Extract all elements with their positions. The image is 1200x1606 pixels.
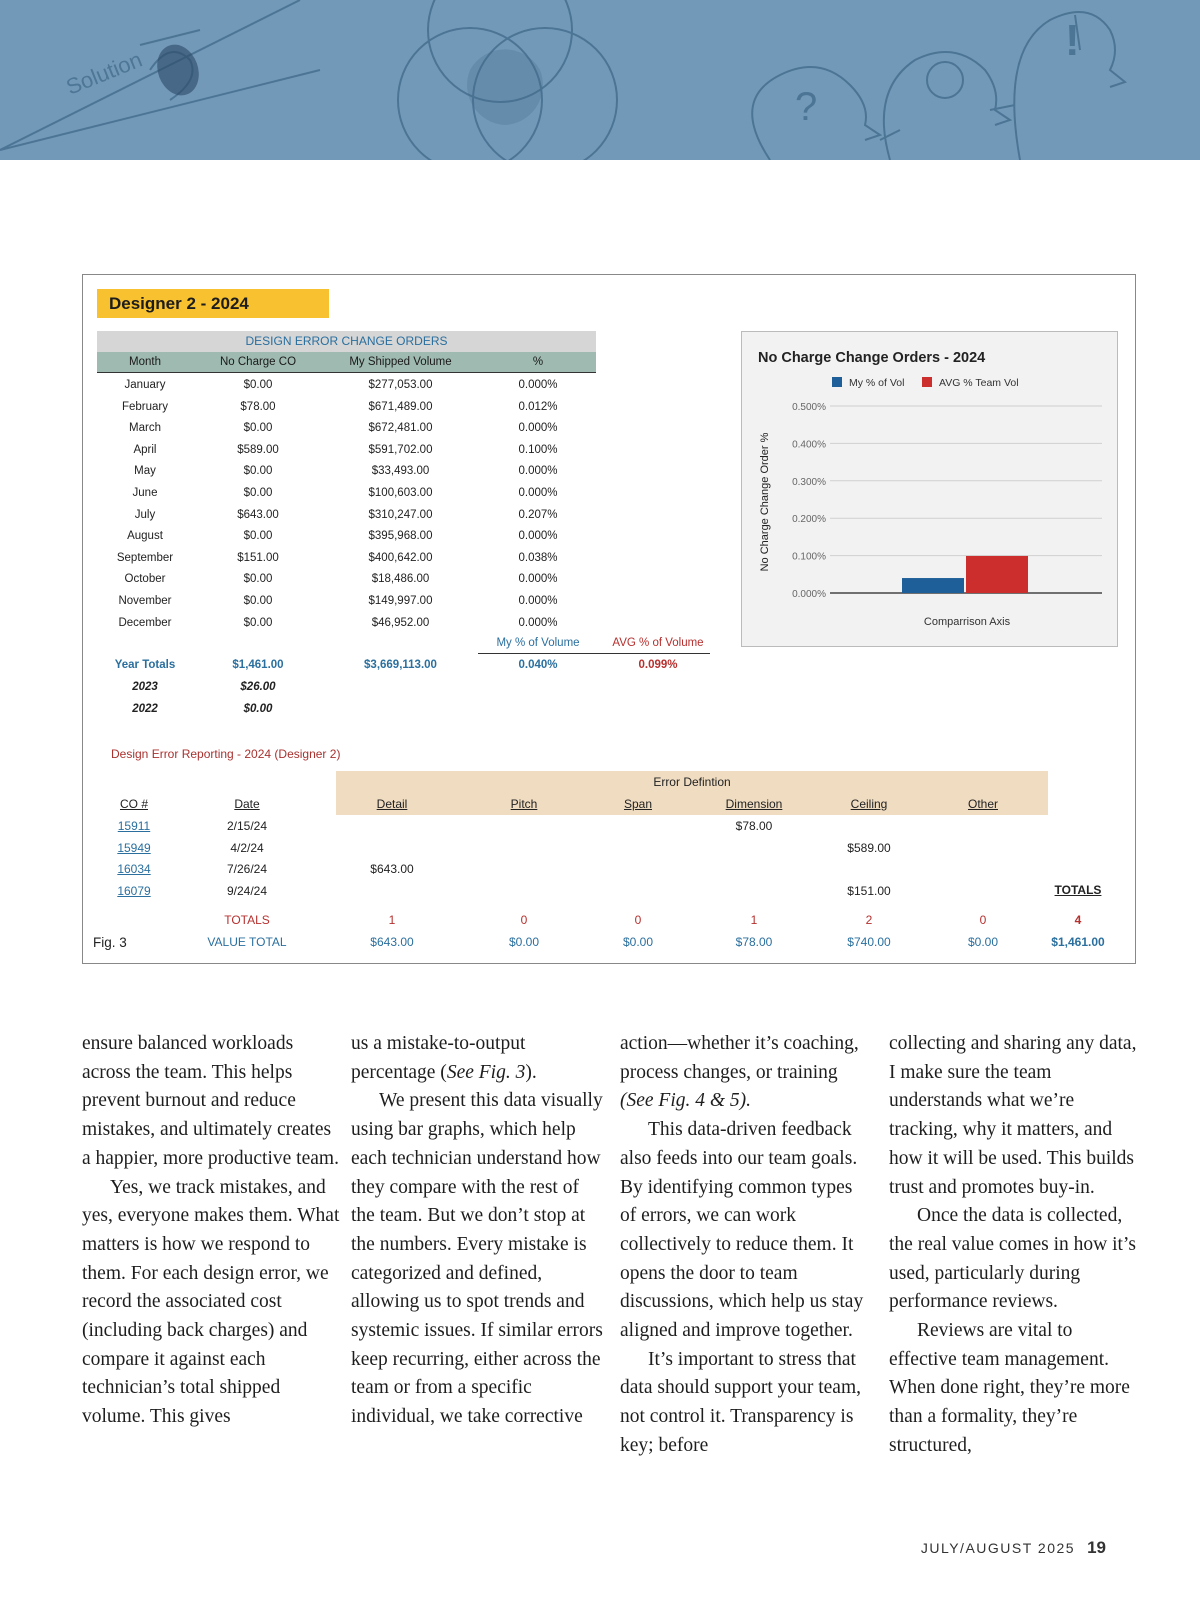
col-no-charge-co: No Charge CO (219, 356, 297, 368)
count-other: 0 (979, 913, 987, 927)
cell-vol: $671,489.00 (368, 400, 433, 413)
cell-co: $0.00 (243, 595, 273, 607)
cell-pct: 0.000% (518, 487, 558, 499)
figure-title: Designer 2 - 2024 (97, 289, 329, 318)
co-date: 2/15/24 (226, 819, 268, 833)
cell-month: November (118, 595, 172, 607)
cell-co: $643.00 (237, 508, 279, 521)
y-tick-label: 0.100% (792, 551, 826, 563)
cell-co: $0.00 (243, 573, 273, 586)
paragraph: This data-driven feedback also feeds into our team goals. By identifying common types of errors, we can work collectively to reduce them. It opens the door to team discussions, which help us stay aligned and improve together. (620, 1119, 864, 1342)
cell-vol: $18,486.00 (371, 573, 430, 586)
fig-label: Fig. 3 (93, 935, 127, 950)
cell-vol: $33,493.00 (371, 465, 430, 478)
cell-pct: 0.000% (518, 379, 558, 391)
value-pitch: $0.00 (508, 935, 540, 949)
value-detail: $643.00 (370, 935, 414, 949)
co-number-link[interactable]: 16079 (117, 883, 151, 898)
paragraph: It’s important to stress that data should support your team, not control it. Transparency is key; before (620, 1348, 861, 1456)
table-header (97, 352, 596, 373)
year-totals-my-pct: 0.040% (518, 659, 558, 671)
cell-co: $0.00 (243, 487, 273, 499)
cell-pct: 0.000% (518, 422, 558, 435)
cell-vol: $100,603.00 (368, 487, 433, 499)
header-other: Other (967, 797, 998, 811)
count-pitch: 0 (520, 913, 528, 927)
cell-month: August (127, 530, 163, 543)
legend-label: My % of Vol (849, 377, 905, 389)
value-total-label: VALUE TOTAL (207, 935, 287, 949)
value-other: $0.00 (967, 935, 999, 949)
cell-month: September (116, 551, 174, 564)
paragraph: action—whether it’s coaching, process changes, or training (See Fig. 4 & 5). (620, 1033, 859, 1112)
co-date: 9/24/24 (226, 883, 268, 898)
table-row (97, 397, 596, 419)
year-totals-label: Year Totals (114, 659, 176, 671)
paragraph: We present this data visually using bar graphs, which help each technician understand how they compare with the rest of the team. But we don’t stop at the numbers. Every mistake is categorized and defined, allowing us to spot trends and systemic issues. If similar errors keep recurring, either across the team or from a specific individual, we take corrective (351, 1090, 603, 1428)
my-pct-label: My % of Volume (496, 637, 580, 649)
col-percent: % (532, 356, 544, 368)
cell-pct: 0.038% (518, 551, 558, 564)
article-column-2 (351, 1030, 603, 1432)
cell-pct: 0.000% (518, 616, 558, 629)
avg-pct-label: AVG % of Volume (612, 637, 704, 649)
cell-vol: $310,247.00 (368, 508, 433, 521)
value-total: $1,461.00 (1051, 935, 1105, 949)
year-totals-row (97, 655, 678, 677)
cell-co: $78.00 (240, 400, 276, 413)
cell-vol: $395,968.00 (368, 530, 433, 543)
header-co: CO # (119, 797, 148, 811)
cell-pct: 0.207% (518, 508, 558, 521)
table-row (97, 526, 596, 548)
cell-pct: 0.000% (518, 465, 558, 478)
value-ceiling: $740.00 (847, 935, 891, 949)
issue-date: JULY/AUGUST 2025 (920, 1540, 1076, 1556)
prior-year-row (97, 699, 596, 721)
cell-co: $0.00 (243, 379, 273, 391)
table-row (97, 461, 596, 483)
count-detail: 1 (388, 913, 396, 927)
count-dimension: 1 (750, 913, 758, 927)
svg-text:?: ? (795, 85, 818, 129)
cell-pct: 0.100% (518, 443, 558, 456)
table-row (97, 483, 596, 505)
cell-month: July (134, 508, 156, 521)
table-row (97, 613, 596, 635)
header-banner (0, 0, 1200, 160)
cell-vol: $46,952.00 (371, 616, 430, 629)
cell-detail: $643.00 (370, 862, 414, 876)
count-span: 0 (634, 913, 642, 927)
paragraph: Once the data is collected, the real value comes in how it’s used, particularly during performance reviews. (889, 1205, 1136, 1313)
cell-vol: $672,481.00 (368, 422, 433, 435)
cell-pct: 0.000% (518, 595, 558, 607)
legend-swatch (832, 377, 842, 387)
cell-month: June (132, 487, 158, 499)
table-row (97, 440, 596, 462)
value-span: $0.00 (622, 935, 654, 949)
y-tick-label: 0.400% (792, 439, 826, 451)
page-number: 19 (1087, 1538, 1106, 1557)
svg-text:!: ! (1065, 16, 1080, 65)
article-column-4 (889, 1030, 1144, 1461)
solution-text: Solution (62, 46, 146, 100)
banner-illustration (0, 0, 1200, 160)
cell-month: December (118, 616, 172, 629)
y-tick-label: 0.500% (792, 402, 826, 413)
y-axis-label: No Charge Change Order % (759, 432, 771, 572)
header-dimension: Dimension (725, 797, 783, 811)
table-title: DESIGN ERROR CHANGE ORDERS (97, 331, 596, 352)
y-tick-label: 0.200% (792, 514, 826, 526)
cell-pct: 0.000% (518, 573, 558, 586)
legend-label: AVG % Team Vol (939, 377, 1019, 389)
table-row (97, 548, 596, 570)
cell-co: $0.00 (243, 530, 273, 543)
article-column-1 (82, 1030, 342, 1432)
figure-3 (82, 274, 1136, 964)
cell-co: $0.00 (243, 465, 273, 478)
header-pitch: Pitch (510, 797, 538, 811)
cell-ceiling: $151.00 (847, 883, 891, 898)
cell-month: March (129, 422, 161, 435)
cell-dimension: $78.00 (735, 819, 773, 833)
cell-month: October (124, 573, 166, 586)
prior-year: 2023 (132, 681, 158, 693)
cell-vol: $591,702.00 (368, 443, 433, 456)
header-span: Span (623, 797, 653, 811)
col-month: Month (129, 356, 161, 368)
cell-co: $151.00 (237, 551, 279, 564)
bar-avg-pct (966, 556, 1028, 593)
error-report-title: Design Error Reporting - 2024 (Designer 2) (111, 747, 341, 761)
paragraph: us a mistake-to-output percentage (See Fig. 3). (351, 1033, 537, 1083)
prior-year-co: $26.00 (240, 681, 276, 693)
cell-month: April (133, 443, 157, 456)
cell-month: May (134, 465, 156, 478)
count-ceiling: 2 (865, 913, 873, 927)
paragraph: collecting and sharing any data, I make sure the team understands what we’re tracking, why it matters, and how it will be used. This builds trust and promotes buy-in. (889, 1033, 1137, 1198)
fig-reference: (See Fig. 4 & 5). (620, 1090, 752, 1112)
year-totals-vol: $3,669,113.00 (364, 659, 437, 671)
header-ceiling: Ceiling (850, 797, 888, 811)
cell-co: $0.00 (243, 616, 273, 629)
count-total: 4 (1074, 913, 1082, 927)
cell-pct: 0.000% (518, 530, 558, 543)
fig-reference: See Fig. 3 (446, 1061, 526, 1083)
pct-labels-row (97, 633, 704, 655)
cell-vol: $149,997.00 (368, 595, 433, 607)
page-footer (921, 1538, 1106, 1558)
bar-chart (741, 331, 1118, 647)
header-date: Date (234, 797, 260, 811)
bar-my-pct (902, 578, 964, 593)
value-dimension: $78.00 (735, 935, 773, 949)
cell-month: February (121, 400, 169, 413)
legend-swatch (922, 377, 932, 387)
cell-vol: $277,053.00 (368, 379, 433, 391)
cell-month: January (124, 379, 166, 391)
cell-pct: 0.012% (518, 400, 558, 413)
prior-year: 2022 (132, 703, 158, 715)
year-totals-co: $1,461.00 (232, 659, 284, 671)
prior-year-co: $0.00 (243, 703, 273, 715)
article-column-3 (620, 1030, 870, 1461)
totals-label: TOTALS (224, 913, 270, 927)
cell-ceiling: $589.00 (847, 840, 891, 855)
chart-canvas (742, 332, 1119, 648)
co-number-link[interactable]: 16034 (117, 862, 151, 876)
co-number-link[interactable]: 15949 (117, 840, 151, 855)
co-number-link[interactable]: 15911 (117, 819, 151, 833)
header-totals: TOTALS (1054, 883, 1102, 897)
cell-co: $0.00 (243, 422, 273, 435)
error-definition-header: Error Defintion (653, 775, 731, 789)
paragraph: Yes, we track mistakes, and yes, everyone makes them. What matters is how we respond to them. For each design error, we record the associated cost (including back charges) and compare it against each technician’s total shipped volume. This gives (82, 1176, 340, 1428)
table-row (97, 591, 596, 613)
prior-year-row (97, 677, 596, 699)
co-date: 4/2/24 (230, 840, 264, 855)
col-shipped-volume: My Shipped Volume (349, 356, 452, 368)
table-row (97, 418, 596, 440)
paragraph: ensure balanced workloads across the team. This helps prevent burnout and reduce mistakes, and ultimately creates a happier, more productive team. (82, 1033, 339, 1169)
y-tick-label: 0.000% (792, 589, 826, 600)
table-row (97, 569, 596, 591)
co-date: 7/26/24 (226, 862, 268, 876)
table-row (97, 505, 596, 527)
y-tick-label: 0.300% (792, 476, 826, 488)
paragraph: Reviews are vital to effective team management. When done right, they’re more than a formality, they’re structured, (889, 1320, 1130, 1456)
year-totals-avg-pct: 0.099% (638, 659, 678, 671)
table-row (97, 375, 596, 397)
x-axis-label: Comparrison Axis (923, 616, 1011, 628)
cell-vol: $400,642.00 (368, 551, 433, 564)
cell-co: $589.00 (237, 443, 279, 456)
chart-title: No Charge Change Orders - 2024 (758, 350, 986, 366)
header-detail: Detail (376, 797, 408, 811)
